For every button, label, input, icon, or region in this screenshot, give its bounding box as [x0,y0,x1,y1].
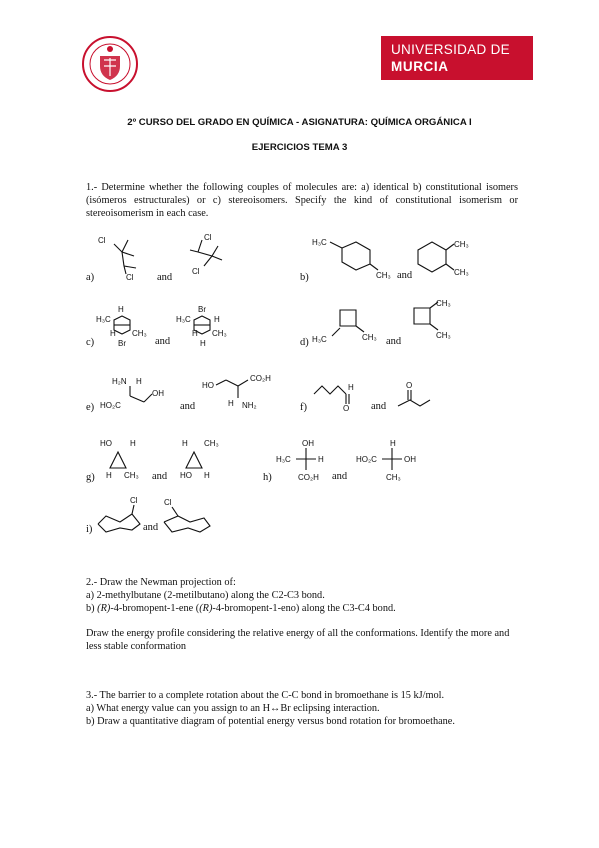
svg-text:H: H [390,439,396,448]
label-e: e) [86,402,95,413]
q3-part-a: a) What energy value can you assign to an H↔Br eclipsing interaction. [86,703,380,714]
svg-text:H: H [200,339,206,348]
and-a: and [157,272,173,283]
svg-text:Cl: Cl [98,236,106,245]
and-b: and [397,270,413,281]
molecule-e2 [202,370,280,412]
molecule-a1 [98,230,148,280]
svg-text:Cl: Cl [192,267,200,276]
svg-text:H: H [192,329,198,338]
molecule-b1 [312,232,396,280]
brand-line-1: UNIVERSIDAD DE [391,42,510,57]
label-b: b) [300,272,309,283]
svg-text:OH: OH [152,389,164,398]
svg-text:O: O [343,404,350,413]
svg-text:H₃C: H₃C [176,315,191,324]
molecule-f1 [312,376,362,412]
svg-text:HO: HO [100,439,112,448]
university-brand-banner [381,36,533,80]
svg-text:OH: OH [302,439,314,448]
svg-text:H: H [348,383,354,392]
svg-text:Cl: Cl [126,273,134,282]
label-d: d) [300,337,309,348]
and-d: and [386,336,402,347]
q2-part-b: b) (R)-4-bromopent-1-ene ((R)-4-bromopent-1-eno) along the C3-C4 bond. [86,603,396,614]
svg-text:H: H [136,377,142,386]
svg-text:Br: Br [198,305,206,314]
svg-text:HO₂C: HO₂C [356,455,377,464]
and-i: and [143,522,159,533]
svg-text:HO: HO [180,471,192,480]
svg-text:H: H [110,329,116,338]
svg-text:Cl: Cl [130,496,138,505]
svg-text:Cl: Cl [164,498,172,507]
and-h: and [332,471,348,482]
svg-text:H: H [204,471,210,480]
svg-text:CO₂H: CO₂H [250,374,271,383]
q2-part-a: a) 2-methylbutane (2-metilbutano) along the C2-C3 bond. [86,590,325,601]
molecule-g2 [180,436,232,482]
svg-text:CH₃: CH₃ [386,473,401,482]
svg-text:O: O [406,381,413,390]
and-g: and [152,471,168,482]
molecule-b2 [412,232,482,280]
and-e: and [180,401,196,412]
svg-text:H₃C: H₃C [312,238,327,247]
svg-text:H: H [106,471,112,480]
brand-line-2: MURCIA [391,59,449,74]
svg-text:NH₂: NH₂ [242,401,257,410]
molecule-i2 [160,496,214,538]
svg-text:CH₃: CH₃ [454,240,469,249]
svg-text:H: H [318,455,324,464]
molecule-a2 [182,230,232,280]
svg-text:CH₃: CH₃ [212,329,227,338]
university-seal-logo [82,36,138,92]
svg-text:HO₂C: HO₂C [100,401,121,410]
svg-text:OH: OH [404,455,416,464]
svg-text:CO₂H: CO₂H [298,473,319,482]
label-i: i) [86,524,93,535]
q3-part-b: b) Draw a quantitative diagram of potential energy versus bond rotation for bromoethane. [86,716,455,727]
svg-text:CH₃: CH₃ [124,471,139,480]
svg-text:CH₃: CH₃ [454,268,469,277]
svg-text:CH₃: CH₃ [436,331,451,340]
svg-text:HO: HO [202,381,214,390]
svg-text:CH₃: CH₃ [204,439,219,448]
label-a: a) [86,272,95,283]
label-g: g) [86,472,95,483]
svg-text:CH₃: CH₃ [362,333,377,342]
svg-text:H₃C: H₃C [312,335,327,344]
q2-title: 2.- Draw the Newman projection of: [86,577,236,588]
molecule-h1 [276,436,332,484]
molecule-d1 [312,300,384,346]
svg-text:H₃C: H₃C [276,455,291,464]
molecule-c2 [176,302,234,348]
svg-text:CH₃: CH₃ [132,329,147,338]
svg-text:H: H [130,439,136,448]
svg-text:H: H [214,315,220,324]
label-f: f) [300,402,307,413]
svg-text:Br: Br [118,339,126,348]
molecule-d2 [410,296,466,346]
svg-text:H₃C: H₃C [96,315,111,324]
course-title: 2º CURSO DEL GRADO EN QUÍMICA - ASIGNATURA: QUÍMICA ORGÁNICA I [127,117,472,128]
and-f: and [371,401,387,412]
molecule-c1 [96,302,154,348]
molecule-i1 [96,494,146,538]
label-h: h) [263,472,272,483]
molecule-g1 [100,436,156,482]
q1-text: 1.- Determine whether the following couples of molecules are: a) identical b) constitutional isomers (isómeros estructurales) or c) stereoisomers. Specify the kind of constitutional isomerism or stereoisomerism in each case. [86,182,518,219]
q3-title: 3.- The barrier to a complete rotation about the C-C bond in bromoethane is 15 kJ/mol. [86,690,445,701]
molecule-f2 [396,380,444,412]
svg-text:CH₃: CH₃ [436,299,451,308]
molecule-h2 [356,436,422,484]
molecule-e1 [100,372,176,412]
svg-text:H: H [228,399,234,408]
and-c: and [155,336,171,347]
exercises-title: EJERCICIOS TEMA 3 [251,142,348,153]
svg-text:CH₃: CH₃ [376,271,391,280]
svg-text:H: H [182,439,188,448]
svg-text:H₂N: H₂N [112,377,127,386]
svg-text:Cl: Cl [204,233,212,242]
label-c: c) [86,337,95,348]
q2-energy-profile: Draw the energy profile considering the relative energy of all the conformations. Identify the more and less stable conformation [86,628,510,652]
svg-text:H: H [118,305,124,314]
